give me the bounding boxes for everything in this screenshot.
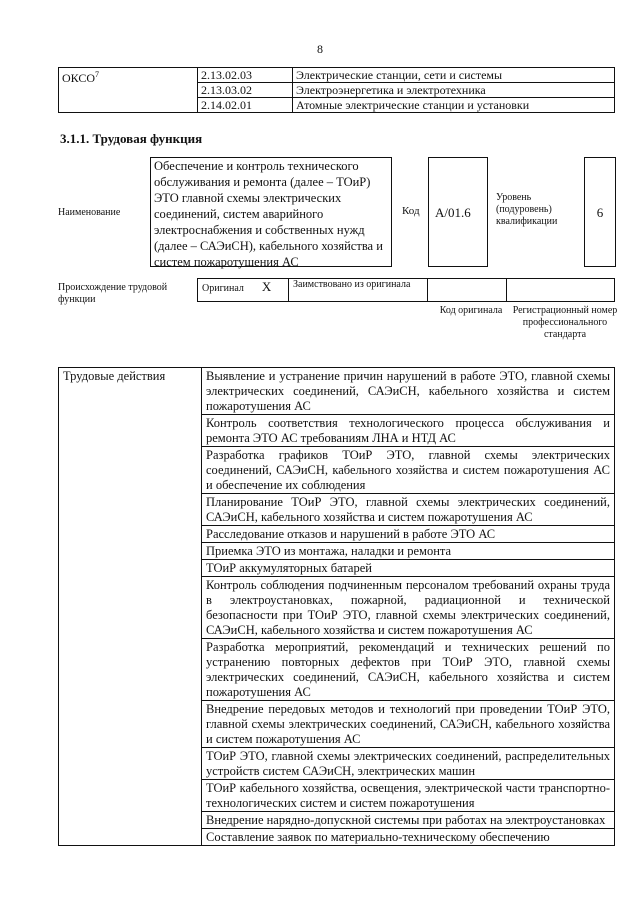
section-title: 3.1.1. Трудовая функция [60, 131, 203, 146]
labor-action: Выявление и устранение причин нарушений в работе ЭТО, главной схемы электрических соединений, САЭиСН, кабельного хозяйства и систем пожаротушения АС [202, 368, 615, 415]
labor-actions-table [58, 367, 615, 846]
labor-action: Разработка мероприятий, рекомендаций и технических решений по устранению повторных дефектов при ТОиР ЭТО, главной схемы электрических соединений, САЭиСН, кабельного хозяйства и систем пожаротушения АС [202, 639, 615, 701]
original-cell [198, 279, 289, 302]
labor-action: Составление заявок по материально-техническому обеспечению [202, 829, 615, 846]
labor-action: Разработка графиков ТОиР ЭТО, главной схемы электрических соединений, САЭиСН, кабельного хозяйства и систем пожаротушения АС и обеспечение их соблюдения [202, 447, 615, 494]
labor-action: Внедрение нарядно-допускной системы при работах на электроустановках [202, 812, 615, 829]
labor-action: Контроль соответствия технологического процесса обслуживания и ремонта ЭТО АС требованиям ЛНА и НТД АС [202, 415, 615, 447]
labor-action: Внедрение передовых методов и технологий при проведении ТОиР ЭТО, главной схемы электрических соединений, САЭиСН, кабельного хозяйства и систем пожаротушения АС [202, 701, 615, 748]
okso-table [58, 67, 615, 113]
code-caption: Код оригинала [439, 305, 503, 316]
okso-label-cell [59, 68, 198, 113]
borrowed-label: Заимствовано из оригинала [289, 279, 428, 302]
level-label: Уровень (подуровень) квалификации [496, 192, 558, 227]
function-code-box: А/01.6 [428, 157, 488, 267]
original-label: Оригинал [202, 283, 244, 294]
labor-actions-header: Трудовые действия [59, 368, 202, 846]
labor-action: ТОиР кабельного хозяйства, освещения, электрической части транспортно-технологических систем и систем пожаротушения [202, 780, 615, 812]
level-value-box: 6 [584, 157, 616, 267]
labor-action-row [59, 368, 615, 415]
origin-row [198, 279, 615, 302]
code-label: Код [402, 205, 420, 217]
okso-name: Электроэнергетика и электротехника [293, 83, 615, 98]
origin-table [197, 278, 615, 302]
origin-label: Происхождение трудовой функции [58, 282, 168, 305]
labor-action: ТОиР аккумуляторных батарей [202, 560, 615, 577]
okso-name: Атомные электрические станции и установки [293, 98, 615, 113]
labor-action: Приемка ЭТО из монтажа, наладки и ремонта [202, 543, 615, 560]
labor-action: Планирование ТОиР ЭТО, главной схемы электрических соединений, САЭиСН, кабельного хозяйства и систем пожаротушения АС [202, 494, 615, 526]
name-label: Наименование [58, 207, 121, 218]
labor-action: Расследование отказов и нарушений в работе ЭТО АС [202, 526, 615, 543]
okso-code: 2.13.02.03 [198, 68, 293, 83]
original-code-cell [428, 279, 507, 302]
okso-row [59, 68, 615, 83]
okso-code: 2.14.02.01 [198, 98, 293, 113]
okso-code: 2.13.03.02 [198, 83, 293, 98]
okso-footnote: 7 [95, 70, 100, 79]
original-mark: X [261, 279, 272, 294]
page-number: 8 [317, 42, 323, 56]
labor-action: ТОиР ЭТО, главной схемы электрических соединений, распределительных устройств систем САЭиСН, электрических машин [202, 748, 615, 780]
reg-number-caption: Регистрационный номер профессионального стандарта [512, 305, 618, 340]
okso-label: ОКСО [62, 71, 96, 85]
labor-action: Контроль соблюдения подчиненным персоналом требований охраны труда в электроустановках, пожарной, радиационной и технической безопасности при ТОиР ЭТО, главной схемы электрических соединений, САЭиСН, кабельного хозяйства и систем пожаротушения АС [202, 577, 615, 639]
reg-number-cell [507, 279, 615, 302]
okso-name: Электрические станции, сети и системы [293, 68, 615, 83]
function-name-box: Обеспечение и контроль технического обслуживания и ремонта (далее – ТОиР) ЭТО главной схемы электрических соединений, систем аварийного электроснабжения и собственных нужд (далее – САЭиСН), кабельного хозяйства и систем пожаротушения АС [150, 157, 392, 267]
